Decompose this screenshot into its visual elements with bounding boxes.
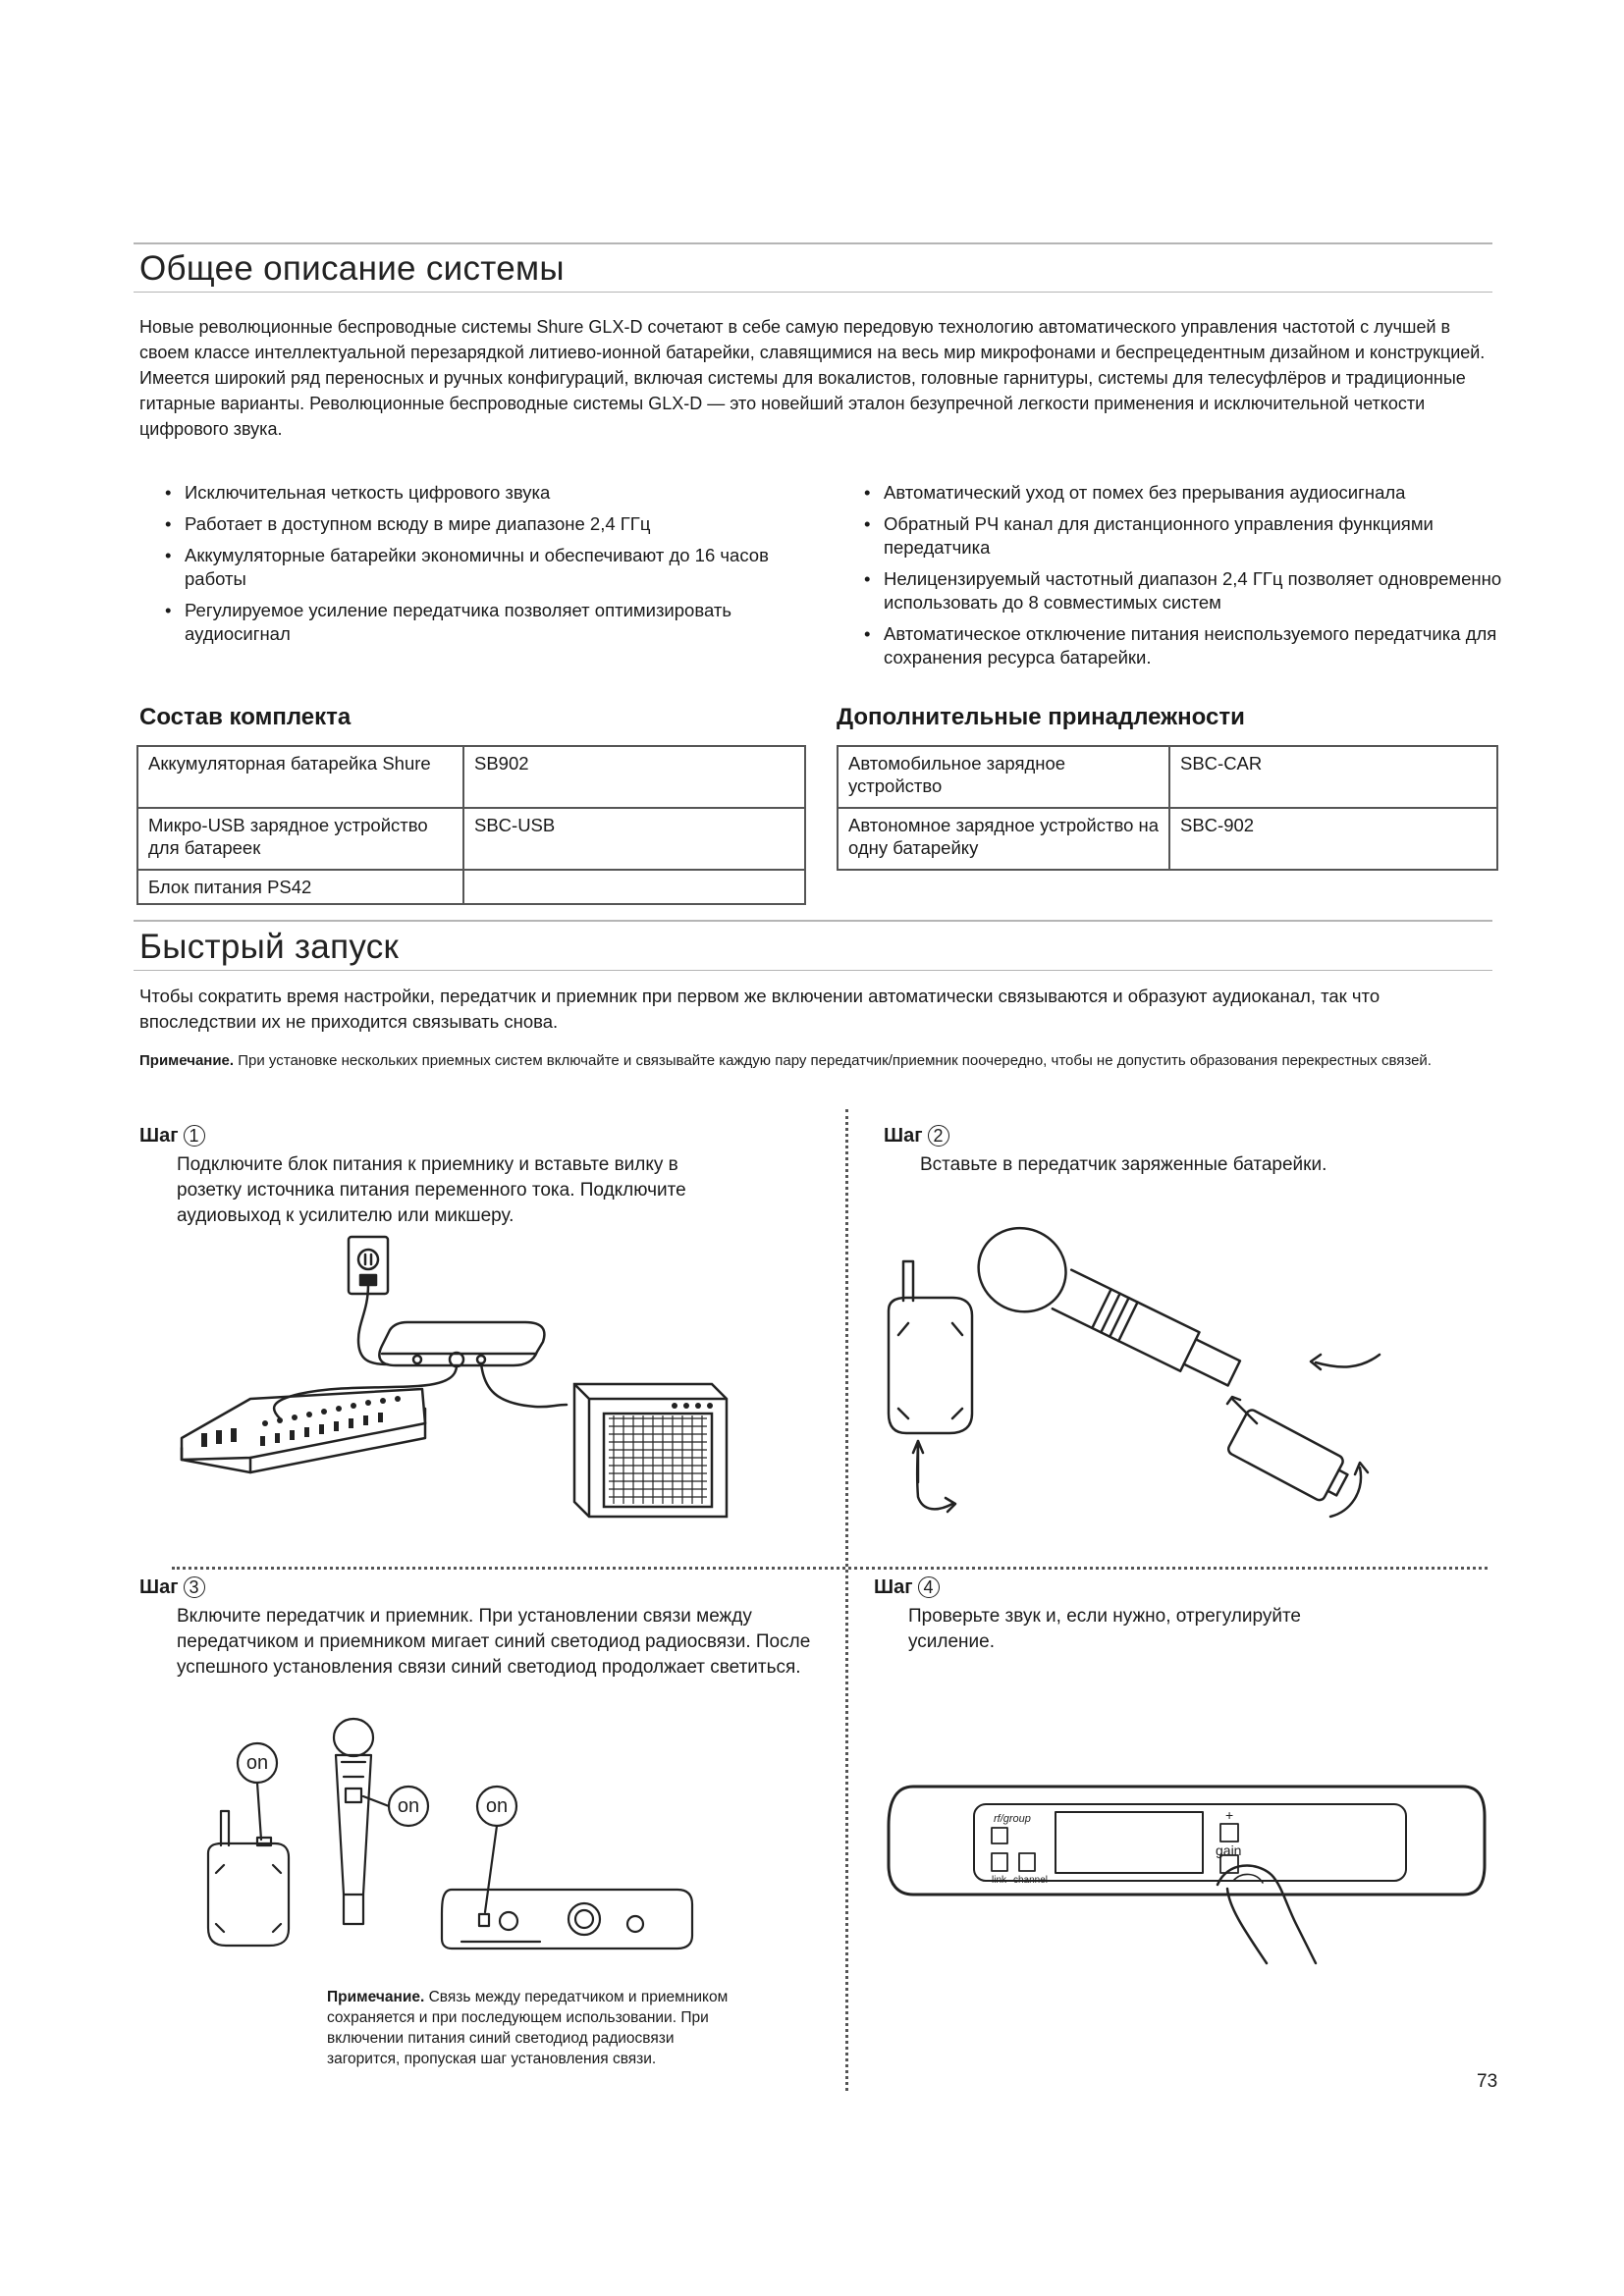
accessories-table — [837, 745, 1498, 871]
features-left-list — [165, 481, 813, 654]
note-label: Примечание. — [139, 1052, 235, 1069]
step-word: Шаг — [884, 1125, 923, 1147]
kit-item-name: Микро-USB зарядное устройство для батареек — [137, 808, 463, 870]
feature-item: • Автоматическое отключение питания неиспользуемого передатчика для сохранения ресурса батарейки. — [864, 622, 1502, 669]
step-2-illustration — [879, 1217, 1409, 1551]
accessories-title: Дополнительные принадлежности — [837, 704, 1245, 730]
accessory-name: Автомобильное зарядное устройство — [838, 746, 1169, 808]
overview-title: Общее описание системы — [139, 249, 565, 288]
kit-item-code: SB902 — [463, 746, 805, 808]
step-3-label — [139, 1576, 205, 1599]
step-4-label — [874, 1576, 940, 1599]
mixer-icon — [182, 1389, 425, 1460]
overview-title-underline — [134, 292, 1492, 293]
on-label: on — [485, 1795, 509, 1817]
kit-item-name: Блок питания PS42 — [137, 870, 463, 904]
channel-label: channel — [1013, 1875, 1049, 1886]
vertical-divider — [845, 1109, 848, 2091]
table-row — [137, 870, 805, 904]
step-word: Шаг — [139, 1125, 179, 1147]
horizontal-divider — [172, 1567, 1488, 1570]
step-word: Шаг — [874, 1576, 913, 1598]
kit-item-code: SBC-USB — [463, 808, 805, 870]
kit-item-code — [463, 870, 805, 904]
kit-table — [136, 745, 806, 905]
link-button[interactable] — [992, 1853, 1007, 1871]
lcd-display — [1056, 1812, 1203, 1873]
step-4-text: Проверьте звук и, если нужно, отрегулируйте усиление. — [908, 1606, 1302, 1652]
quickstart-paragraph: Чтобы сократить время настройки, передатчик и приемник при первом же включении автоматически связываются и образуют аудиоканал, так что впоследствии их не приходится связывать снова. — [139, 986, 1380, 1032]
quickstart-note — [139, 1050, 1494, 1072]
table-row — [137, 746, 805, 808]
step-4-illustration — [884, 1767, 1492, 1963]
top-rule — [134, 242, 1492, 244]
feature-item: • Исключительная четкость цифрового звука — [165, 481, 813, 505]
step-1-label — [139, 1125, 205, 1148]
rf-group-indicator — [992, 1828, 1007, 1843]
accessory-code: SBC-CAR — [1169, 746, 1497, 808]
step-2-text: Вставьте в передатчик заряженные батарейки. — [920, 1154, 1327, 1175]
on-label: on — [245, 1752, 269, 1774]
table-row — [838, 808, 1497, 870]
accessory-code: SBC-902 — [1169, 808, 1497, 870]
kit-item-name: Аккумуляторная батарейка Shure — [137, 746, 463, 808]
link-label: link — [992, 1875, 1007, 1886]
step-3-illustration — [196, 1718, 746, 1953]
step-number: 3 — [184, 1576, 205, 1598]
features-right-list — [864, 481, 1502, 677]
receiver-icon — [379, 1322, 544, 1365]
receiver-icon — [442, 1890, 692, 1949]
step-1-text: Подключите блок питания к приемнику и вставьте вилку в розетку источника питания переменного тока. Подключите аудиовыход к усилителю или микшеру. — [177, 1154, 686, 1226]
note-text: При установке нескольких приемных систем включайте и связывайте каждую пару передатчик/приемник поочередно, чтобы не допустить образования перекрестных связей. — [234, 1052, 1432, 1069]
note-label: Примечание. — [327, 1989, 425, 2005]
feature-item: • Регулируемое усиление передатчика позволяет оптимизировать аудиосигнал — [165, 599, 813, 646]
gain-up-button[interactable] — [1220, 1824, 1238, 1842]
bodypack-transmitter-icon — [208, 1811, 289, 1946]
page-number: 73 — [1477, 2071, 1498, 2092]
battery-icon — [1226, 1408, 1353, 1506]
step-number: 2 — [928, 1125, 949, 1147]
step-word: Шаг — [139, 1576, 179, 1598]
gain-label: gain — [1216, 1842, 1242, 1858]
feature-item: • Автоматический уход от помех без прерывания аудиосигнала — [864, 481, 1502, 505]
note-text: Связь между передатчиком и приемником сохраняется и при последующем использовании. При включении питания синий светодиод радиосвязи загорится, пропуская шаг установления связи. — [327, 1989, 729, 2067]
table-row — [838, 746, 1497, 808]
kit-title: Состав комплекта — [139, 704, 352, 730]
feature-item: • Обратный РЧ канал для дистанционного управления функциями передатчика — [864, 512, 1502, 560]
table-row — [137, 808, 805, 870]
feature-item: • Работает в доступном всюду в мире диапазоне 2,4 ГГц — [165, 512, 813, 536]
step-2-label — [884, 1125, 949, 1148]
bodypack-transmitter-icon — [889, 1261, 972, 1512]
step-3-text: Включите передатчик и приемник. При установлении связи между передатчиком и приемником мигает синий светодиод радиосвязи. После успешного установления связи синий светодиод продолжает светиться. — [177, 1606, 811, 1678]
quickstart-title: Быстрый запуск — [139, 928, 400, 966]
on-label: on — [397, 1795, 420, 1817]
accessory-name: Автономное зарядное устройство на одну батарейку — [838, 808, 1169, 870]
overview-paragraph: Новые революционные беспроводные системы Shure GLX-D сочетают в себе самую передовую технологию автоматического управления частотой с лучшей в своем классе интеллектуальной перезарядкой литиево-ионной батарейки, славящимися на весь мир микрофонами и беспрецедентным дизайном и конструкцией. Имеется широкий ряд переносных и ручных конфигураций, включая системы для вокалистов, головные гарнитуры, системы для телесуфлёров и традиционные гитарные варианты. Революционные беспроводные системы GLX-D — это новейший эталон безупречной легкости применения и исключительной четкости цифрового звука. — [139, 317, 1486, 439]
rf-group-label: rf/group — [994, 1813, 1031, 1825]
bottom-note — [327, 1987, 739, 2069]
quickstart-rule — [134, 920, 1492, 922]
step-1-illustration — [172, 1232, 761, 1526]
step-number: 1 — [184, 1125, 205, 1147]
feature-item: • Аккумуляторные батарейки экономичны и обеспечивают до 16 часов работы — [165, 544, 813, 591]
handheld-microphone-icon — [964, 1213, 1252, 1410]
step-number: 4 — [918, 1576, 940, 1598]
plus-label: + — [1225, 1807, 1234, 1823]
handheld-microphone-icon — [334, 1719, 373, 1924]
quickstart-title-underline — [134, 970, 1492, 971]
channel-button[interactable] — [1019, 1853, 1035, 1871]
feature-item: • Нелицензируемый частотный диапазон 2,4 ГГц позволяет одновременно использовать до 8 совместимых систем — [864, 567, 1502, 614]
